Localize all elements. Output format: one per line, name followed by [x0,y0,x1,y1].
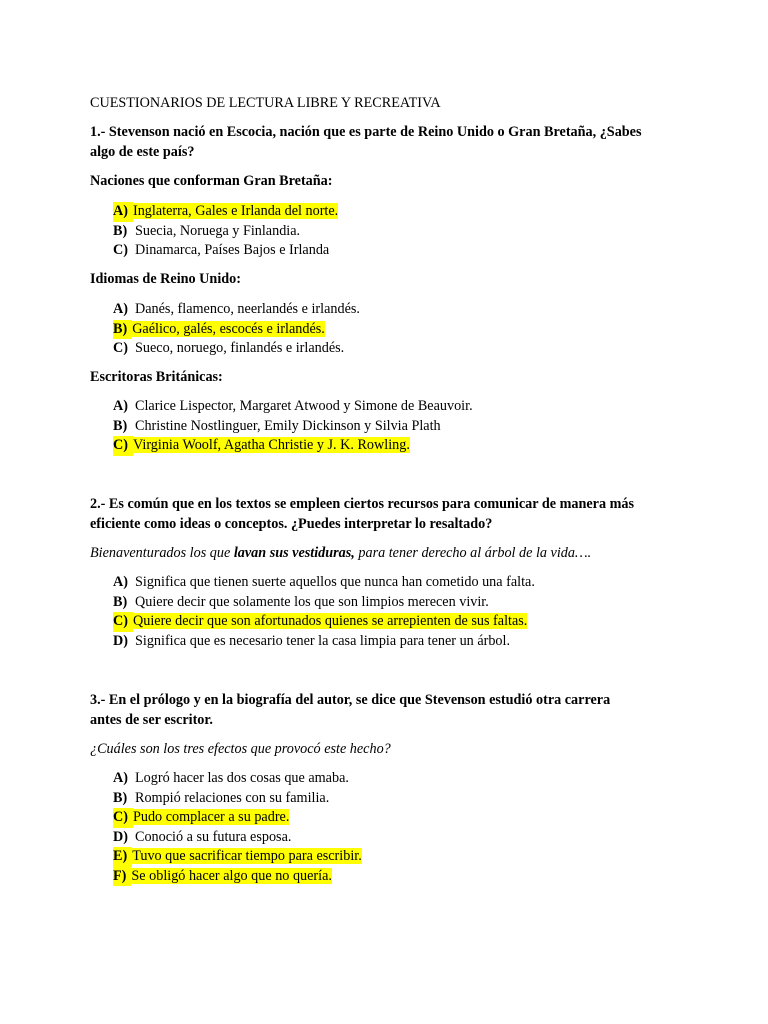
question-3-line-1: 3.- En el prólogo y en la biografía del autor, se dice que Stevenson estudió otra carrera [90,692,611,708]
question-1-line-2: algo de este país? [90,143,195,160]
question-2-line-2: eficiente como ideas o conceptos. ¿Puedes interpretar lo resaltado? [90,515,493,532]
option-text: Quiere decir que solamente los que son limpios merecen vivir. [135,593,489,610]
question-2-line-1: 2.- Es común que en los textos se empleen ciertos recursos para comunicar de manera más [90,496,635,512]
answer-option [113,769,362,789]
option-letter: B) [113,222,128,239]
question-1c-options [113,397,473,456]
option-letter: D) [113,828,128,845]
answer-option [113,300,360,320]
option-text: Tuvo que sacrificar tiempo para escribir. [132,848,362,864]
question-3-prompt: ¿Cuáles son los tres efectos que provocó este hecho? [90,741,391,757]
answer-option [113,241,338,261]
question-1a-options [113,202,338,261]
question-1a-heading: Naciones que conforman Gran Bretaña: [90,173,333,189]
option-letter: B) [113,789,128,806]
answer-option [113,320,360,340]
option-text: Se obligó hacer algo que no quería. [131,867,332,884]
option-text: Virginia Woolf, Agatha Christie y J. K. Rowling. [132,437,410,453]
option-text: Rompió relaciones con su familia. [135,789,330,806]
answer-option [113,789,362,809]
quote-highlighted-phrase: lavan sus vestiduras, [233,545,355,561]
question-1b-options [113,300,360,359]
option-text: Gaélico, galés, escocés e irlandés. [132,320,325,337]
option-text: Significa que tienen suerte aquellos que nunca han cometido una falta. [135,574,535,590]
answer-option [113,632,535,652]
option-text: Quiere decir que son afortunados quienes se arrepienten de sus faltas. [132,613,528,629]
option-letter: C) [113,808,133,828]
answer-option [113,436,473,456]
question-2-quote [90,544,700,564]
option-letter: D) [113,632,128,649]
option-letter: C) [113,340,128,356]
option-letter: A) [113,202,133,222]
option-letter: B) [113,417,128,434]
answer-option [113,573,535,593]
option-letter: B) [113,320,132,340]
option-letter: A) [113,301,128,317]
option-text: Danés, flamenco, neerlandés e irlandés. [135,301,360,317]
answer-option [113,397,473,417]
answer-option [113,847,362,867]
option-text: Sueco, noruego, finlandés e irlandés. [135,340,345,356]
question-3-options [113,769,362,886]
option-text: Logró hacer las dos cosas que amaba. [135,770,349,786]
option-text: Pudo complacer a su padre. [132,809,290,825]
answer-option [113,202,338,222]
option-letter: F) [113,867,131,887]
answer-option [113,417,473,437]
option-text: Dinamarca, Países Bajos e Irlanda [135,242,330,258]
option-text: Significa que es necesario tener la casa limpia para tener un árbol. [135,632,511,649]
option-text: Suecia, Noruega y Finlandia. [135,222,301,239]
question-3-text [90,691,700,730]
option-letter: C) [113,612,133,632]
answer-option [113,222,338,242]
answer-option [113,808,362,828]
option-letter: A) [113,398,128,414]
option-letter: C) [113,242,128,258]
option-letter: A) [113,574,128,590]
question-3-line-2: antes de ser escritor. [90,711,213,728]
option-text: Inglaterra, Gales e Irlanda del norte. [132,203,339,219]
option-letter: E) [113,847,132,867]
question-1-text [90,123,700,162]
answer-option [113,593,535,613]
page-title: CUESTIONARIOS DE LECTURA LIBRE Y RECREATIVA [90,95,441,111]
option-text: Christine Nostlinguer, Emily Dickinson y Silvia Plath [135,417,441,434]
option-text: Conoció a su futura esposa. [135,828,292,845]
option-text: Clarice Lispector, Margaret Atwood y Simone de Beauvoir. [135,398,473,414]
answer-option [113,339,360,359]
quote-before: Bienaventurados los que [90,545,234,561]
option-letter: C) [113,436,133,456]
question-1-line-1: 1.- Stevenson nació en Escocia, nación que es parte de Reino Unido o Gran Bretaña, ¿Sabes [90,124,642,140]
question-1c-heading: Escritoras Británicas: [90,369,223,385]
option-letter: A) [113,770,128,786]
question-1b-heading: Idiomas de Reino Unido: [90,271,241,287]
answer-option [113,867,362,887]
question-2-text [90,495,700,534]
answer-option [113,612,535,632]
option-letter: B) [113,593,128,610]
question-2-options [113,573,535,651]
quote-after: para tener derecho al árbol de la vida…. [354,545,592,561]
answer-option [113,828,362,848]
